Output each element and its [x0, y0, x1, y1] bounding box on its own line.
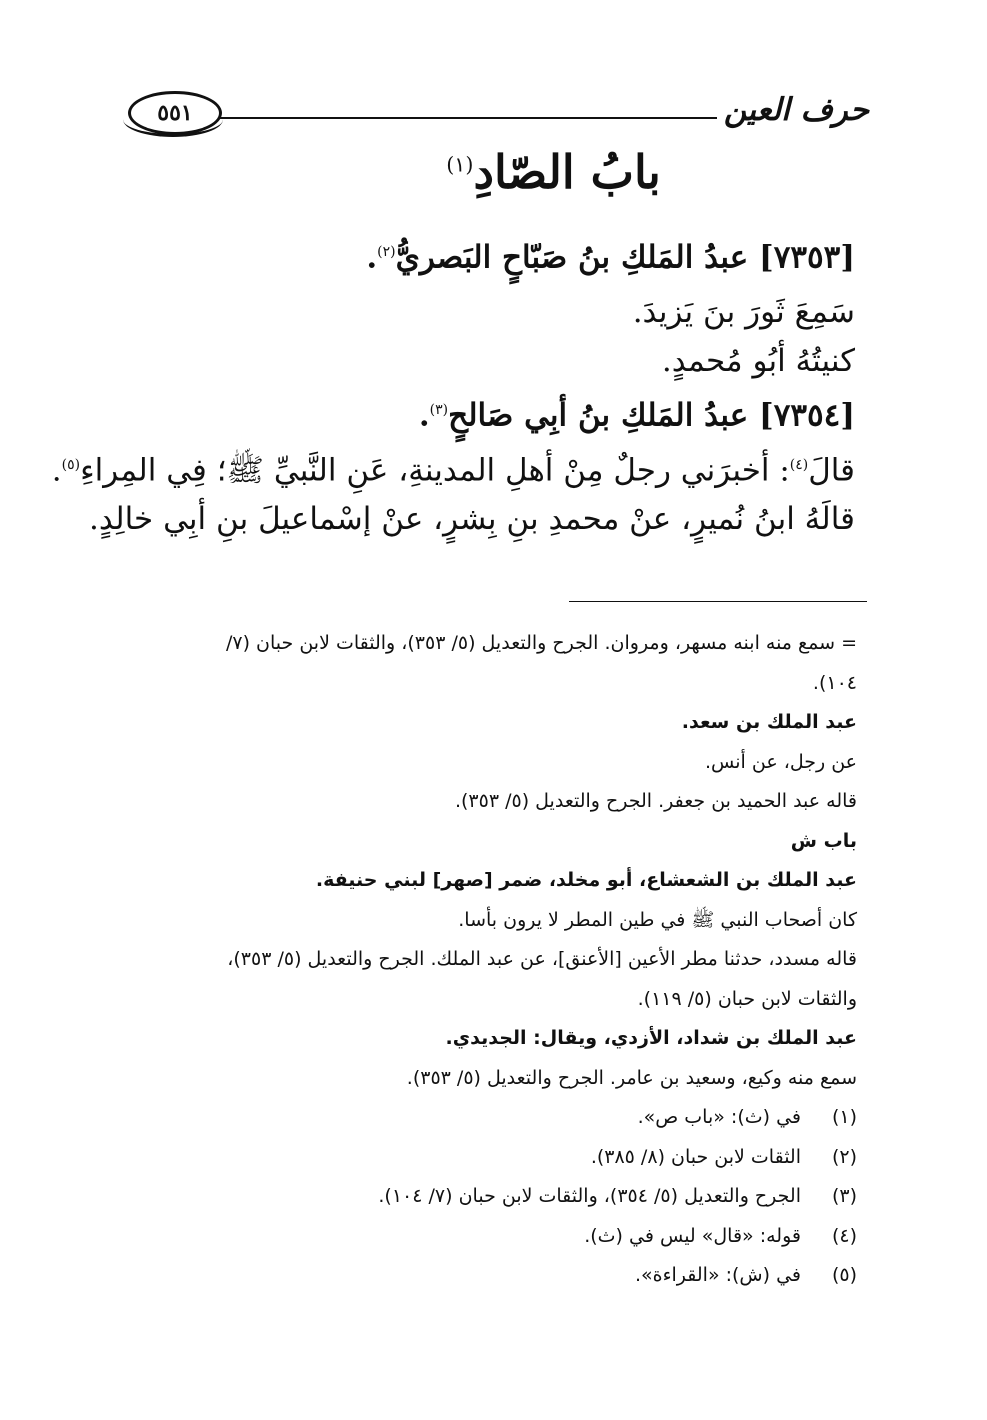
note-line: قاله عبد الحميد بن جعفر. الجرح والتعديل (٥/ ٣٥٣). — [454, 790, 857, 812]
footnote-ref: (١) — [446, 152, 474, 177]
entry-text: قالَهُ ابنُ نُميرٍ، عنْ محمدِ بنِ بِشرٍ، عنْ إسْماعيلَ بنِ أبِي خالِدٍ. — [89, 500, 855, 537]
entry-heading — [100, 386, 855, 440]
note-line: سمع منه وكيع، وسعيد بن عامر. الجرح والتعديل (٥/ ٣٥٣). — [406, 1066, 857, 1089]
entry-tail: . — [418, 397, 430, 434]
footnote — [110, 1138, 857, 1178]
note-line: عن رجل، عن أنس. — [705, 750, 857, 773]
footnote-number: (٥) — [831, 1264, 857, 1286]
entry-heading — [100, 228, 855, 282]
note-heading: عبد الملك بن سعد. — [681, 711, 857, 733]
entry-tail: . — [366, 239, 378, 276]
footnote-number: (١) — [831, 1106, 857, 1128]
entry-text-cont: : أخبرَني رجلٌ مِنْ أهلِ المدينةِ، عَنِ النَّبيِّ ﷺ؛ فِي المِراءِ — [80, 451, 790, 488]
running-header: حرف العين — [723, 92, 869, 128]
note-heading: عبد الملك بن الشعشاع، أبو مخلد، ضمر [صهر] لبني حنيفة. — [315, 869, 857, 891]
chapter-title — [0, 145, 987, 199]
page-number: ٥٥١ — [128, 91, 222, 135]
entry-line — [89, 495, 855, 544]
entry-text: سَمِعَ ثَورَ بنَ يَزيدَ. — [632, 294, 855, 331]
footnote — [110, 1098, 857, 1138]
footnote-separator — [569, 601, 867, 602]
footnote-text: في (ث): «باب ص». — [637, 1106, 801, 1128]
entry-text: كنيتُهُ أبُو مُحمدٍ. — [661, 343, 855, 380]
note-heading: باب ش — [790, 829, 857, 852]
footnote-ref: (٤) — [789, 456, 809, 473]
note-line: = سمع منه ابنه مسهر، ومروان. الجرح والتعديل (٥/ ٣٥٣)، والثقات لابن حبان (٧/ — [225, 632, 857, 654]
note-heading: عبد الملك بن شداد، الأزدي، ويقال: الجديدي. — [445, 1027, 857, 1049]
entry-tail: . — [51, 451, 62, 488]
entry-text: قالَ — [808, 451, 855, 488]
note-line: ١٠٤). — [812, 671, 857, 694]
footnote-text: الجرح والتعديل (٥/ ٣٥٤)، والثقات لابن حبان (٧/ ١٠٤). — [378, 1185, 801, 1207]
footnote-ref: (٣) — [429, 402, 449, 419]
footnote-number: (٣) — [831, 1185, 857, 1207]
footnote — [110, 1177, 857, 1217]
entry-line — [100, 337, 855, 386]
note-line: والثقات لابن حبان (٥/ ١١٩). — [637, 987, 857, 1010]
header-rule — [214, 117, 717, 119]
footnote-text: في (ش): «القراءة». — [634, 1264, 801, 1286]
footnote-number: (٢) — [831, 1145, 857, 1168]
entry-text: [٧٣٥٤] عبدُ المَلكِ بنُ أبِي صَالحٍ — [448, 397, 855, 434]
entry-line — [100, 288, 855, 337]
entry-line — [51, 441, 855, 495]
note-line: كان أصحاب النبي ﷺ في طين المطر لا يرون بأسا. — [458, 908, 857, 931]
footnote-text: قوله: «قال» ليس في (ث). — [584, 1224, 801, 1247]
note-line: قاله مسدد، حدثنا مطر الأعين [الأعنق]، عن عبد الملك. الجرح والتعديل (٥/ ٣٥٣)، — [227, 948, 857, 970]
main-text — [51, 228, 855, 544]
footnote-ref: (٢) — [377, 244, 396, 260]
entry-text: [٧٣٥٣] عبدُ المَلكِ بنُ صَبّاحٍ البَصريُّ — [395, 239, 855, 276]
footnote-ref: (٥) — [61, 456, 81, 473]
chapter-title-text: بابُ الصّادِ — [473, 145, 661, 199]
footnote — [110, 1217, 857, 1257]
footnote-number: (٤) — [831, 1224, 857, 1247]
footnotes-area — [110, 624, 857, 1296]
footnote-text: الثقات لابن حبان (٨/ ٣٨٥). — [590, 1145, 801, 1168]
footnote — [110, 1256, 857, 1296]
